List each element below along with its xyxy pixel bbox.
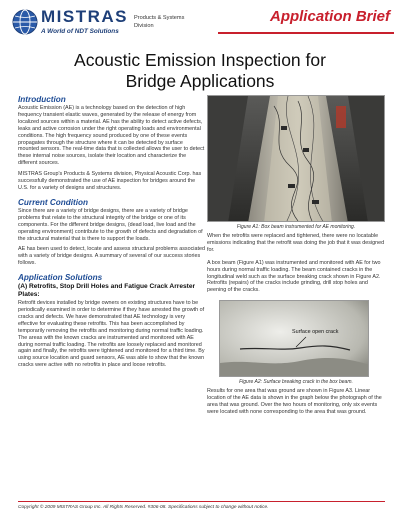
crack-annotation-label: Surface open crack <box>292 329 339 336</box>
logo-wordmark: MISTRAS <box>41 7 128 26</box>
right-column <box>207 95 385 416</box>
right-paragraph-3: Results for one area that was ground are shown in Figure A3. Linear location of the AE data is shown in the graph below the photograph of the area that was ground. Over the two hours of monitoring, only six events were located with none corresponding to the area that was ground. <box>207 388 382 415</box>
left-column <box>18 95 205 369</box>
copyright-footer: Copyright © 2009 MISTRAS Group Inc. All Rights Reserved. #306-08. Specifications subject to change without notice. <box>18 505 269 510</box>
figure-a1-photo <box>207 95 385 222</box>
figure-a2-photo <box>219 300 369 377</box>
current-condition-paragraph-2: AE has been used to detect, locate and assess structural problems associated with a variety of bridge designs. A summary of several of our success stories follows. <box>18 246 205 267</box>
application-solutions-heading: Application Solutions <box>18 273 103 283</box>
logo-tagline: A World of NDT Solutions <box>41 28 119 35</box>
right-paragraph-1: When the retrofits were replaced and tightened, there were no locatable emissions indicating that the retrofit was doing the job that it was designed for. <box>207 233 385 253</box>
figure-a1-caption: Figure A1: Box beam instrumented for AE monitoring. <box>236 224 356 230</box>
surface-crack-image <box>220 301 369 377</box>
page-title: Acoustic Emission Inspection for Bridge Applications <box>74 50 326 91</box>
right-paragraph-2: A box beam (Figure A1) was instrumented and monitored with AE for two hours during normal traffic loading. The beam contained cracks in the longitudinal weld such as the surface breaking crack shown in Figure A2. Retrofits (repairs) of the cracks include grinding, drill stop holes and peening of the cracks. <box>207 259 381 294</box>
header-divider <box>218 32 394 34</box>
current-condition-heading: Current Condition <box>18 197 89 207</box>
retrofits-subheading: (A) Retrofits, Stop Drill Holes and Fatigue Crack Arrester Plates: <box>18 283 196 299</box>
footer-divider <box>18 501 385 502</box>
globe-logo-icon <box>12 9 38 35</box>
document-type: Application Brief <box>269 8 390 25</box>
current-condition-paragraph-1: Since there are a variety of bridge designs, there are a variety of bridge problems that relate to the structural integrity of the bridge or one of its components. For the different bridge designs, (dead load, live load and the operating environment) contribute to the growth of defects and degradation of the structural material that is there to support the loads. <box>18 207 203 242</box>
division-label: Products & Systems Division <box>134 15 185 29</box>
introduction-paragraph-2: MISTRAS Group's Products & Systems division, Physical Acoustic Corp. has successfully demonstrated the use of AE inspection for bridges around the U.S. for a variety of designs and structures. <box>18 171 202 191</box>
retrofits-paragraph: Retrofit devices installed by bridge owners on existing structures have to be periodically examined in order to determine if they have arrested the growth of cracks and defects. We have demonstrated that AE technology is very effective for evaluating these retrofits. This has been accomplished by temporarily removing the retrofits and monitoring during normal traffic loading. The areas with the known cracks are instrumented and monitored with AE during normal traffic loading. The retrofits are loosely replaced and monitored again and finally, the retrofits were tightened and monitored for a third time. By using source location and guard sensors, AE was able to show that the known cracks were active with no retrofits in place and loose retrofits. <box>18 300 205 369</box>
box-beam-image <box>208 96 385 222</box>
figure-a2-caption: Figure A2: Surface breaking crack in the box beam. <box>239 379 353 386</box>
introduction-heading: Introduction <box>18 95 66 104</box>
introduction-paragraph-1: Acoustic Emission (AE) is a technology based on the detection of high frequency transient elastic waves, generated by the release of energy from localized sources within a material. AE has the ability to detect active defects, leaks and active corrosion under the right operating loads and environmental conditions. The high frequency sound produced by one of these events propagates through the structure where it can be detected by surface mounted sensors. The real-time data that is collected allows the user to detect these internal noise sources, isolate their location and characterize the different sources. <box>18 105 205 167</box>
header <box>0 0 400 44</box>
